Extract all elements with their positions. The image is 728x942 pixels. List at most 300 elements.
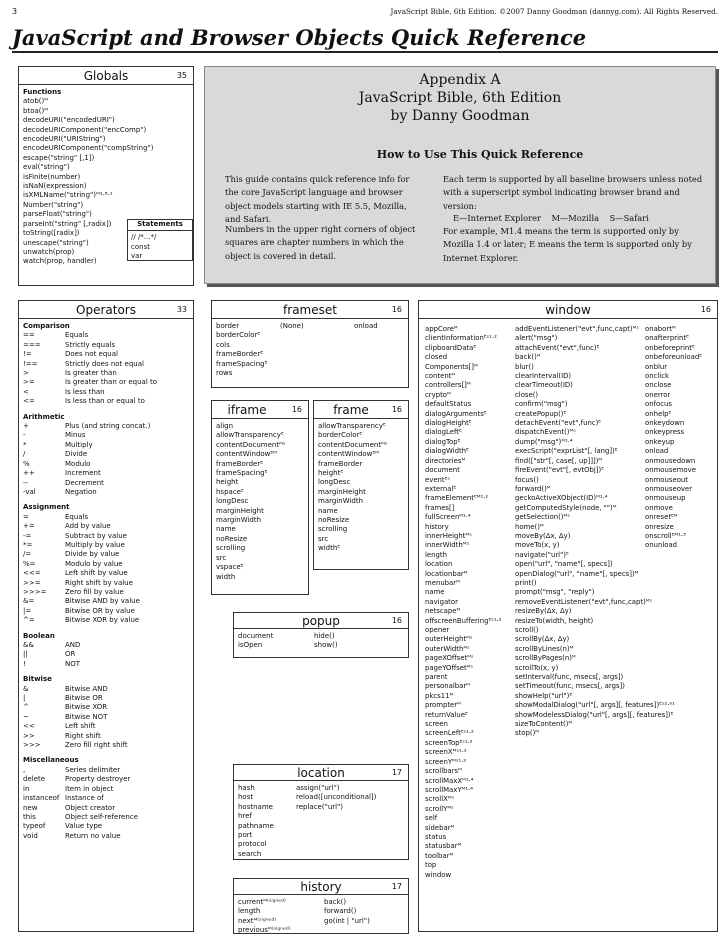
history-property: previousᴹ⁽ˢⁱᵍⁿᵉᵈ⁾ (238, 926, 291, 935)
history-box (233, 878, 409, 934)
frameset-box (211, 300, 409, 388)
window-property: scrollMaxYᴹ¹·⁴ (425, 785, 474, 794)
statement-item: var (131, 252, 143, 261)
window-property: top (425, 861, 437, 870)
window-method: prompt("msg", "reply") (515, 588, 595, 597)
window-method: setInterval(func, msecs[, args]) (515, 673, 624, 682)
operator-row (23, 488, 189, 497)
operator-row (23, 741, 189, 750)
global-function: isNaN(expression) (23, 182, 87, 191)
window-property: self (425, 814, 438, 823)
operator-symbol: typeof (23, 822, 46, 831)
operator-description: Is less than (65, 387, 105, 396)
window-property: screenLeftᴱˢ¹·² (425, 729, 474, 738)
operator-description: Negation (65, 487, 97, 496)
operator-description: Divide by value (65, 550, 120, 559)
operator-symbol: < (23, 387, 29, 396)
window-property: innerHeightᴹˢ (425, 531, 472, 540)
global-function: parseInt("string" [,radix]) (23, 219, 112, 228)
window-property: dialogLeftᴱ (425, 428, 462, 437)
operator-description: Modulo (65, 459, 91, 468)
global-function: escape("string" [,1]) (23, 153, 95, 162)
location-property: hash (238, 784, 255, 792)
window-method: detachEvent("evt",func)ᴱ (515, 419, 602, 428)
window-events (645, 325, 702, 551)
operator-row (23, 560, 189, 569)
frameset-property: border (216, 322, 240, 330)
operator-row (23, 813, 189, 822)
window-property: screenXᴹˢ¹·² (425, 748, 467, 757)
operators-box (18, 300, 194, 932)
window-property: toolbarᴹ (425, 851, 454, 860)
window-property: dialogArgumentsᴱ (425, 409, 487, 418)
operator-row (23, 766, 189, 775)
window-method: execScript("exprList"[, lang])ᴱ (515, 447, 618, 456)
operator-symbol: %= (23, 559, 36, 568)
operator-row (23, 513, 189, 522)
iframe-property: align (216, 422, 234, 430)
operator-description: Does not equal (65, 350, 118, 359)
popup-box (233, 612, 409, 658)
globals-header (19, 67, 193, 85)
location-method: reload([unconditional]) (296, 793, 377, 802)
window-event: onresize (645, 522, 674, 531)
iframe-property: src (216, 553, 227, 562)
operator-description: OR (65, 650, 76, 659)
operator-description: Right shift (65, 731, 101, 740)
operator-section-heading: Bitwise (23, 675, 52, 684)
operator-symbol: / (23, 450, 26, 459)
operator-description: Left shift (65, 722, 96, 731)
window-property: window (425, 870, 452, 879)
page-number: 3 (12, 7, 18, 16)
operator-description: Increment (65, 469, 101, 478)
operator-description: Add by value (65, 522, 111, 531)
window-event: onbeforeprintᴱ (645, 343, 695, 352)
window-property: pageXOffsetᴹˢ (425, 654, 474, 663)
operator-description: Property destroyer (65, 775, 131, 784)
window-property: clipboardDataᴱ (425, 343, 477, 352)
operator-row (23, 607, 189, 616)
operator-row (23, 360, 189, 369)
operator-symbol: >>> (23, 741, 41, 750)
frame-property: widthᴱ (318, 544, 341, 553)
location-property: hostname (238, 802, 273, 811)
intro-paragraph: This guide contains quick reference info for the core JavaScript language and browser object models starting with IE 5.5, Mozilla, and Safari. (225, 174, 410, 224)
window-property: locationbarᴹ (425, 569, 468, 578)
global-function: decodeURI("encodedURI") (23, 116, 115, 125)
window-method: blur() (515, 362, 534, 371)
window-method: moveTo(x, y) (515, 541, 560, 550)
operator-symbol: ^= (23, 616, 35, 625)
window-method: moveBy(Δx, Δy) (515, 531, 571, 540)
window-method: resizeBy(Δx, Δy) (515, 607, 572, 616)
frameset-events (354, 322, 378, 331)
location-box (233, 764, 409, 860)
how-to-use-heading: How to Use This Quick Reference (376, 148, 584, 161)
operators-chapter-number: 33 (176, 305, 187, 314)
window-method: print() (515, 578, 537, 587)
window-property: scrollMaxXᴹ¹·⁴ (425, 776, 474, 785)
globals-chapter-number: 35 (176, 71, 187, 80)
history-properties (238, 898, 324, 936)
window-property: Components[]ᴹ (425, 362, 478, 371)
operator-description: Is greater than (65, 369, 117, 378)
statements-title: Statements (128, 220, 192, 231)
operator-row (23, 369, 189, 378)
operator-description: Instance of (65, 794, 104, 803)
location-header (234, 765, 408, 781)
frame-property: marginWidth (318, 497, 364, 506)
window-event: onafterprintᴱ (645, 334, 689, 343)
popup-methods (314, 632, 338, 651)
operator-symbol: -- (23, 478, 29, 487)
location-title: location (297, 766, 345, 780)
frame-title: frame (333, 403, 369, 417)
operator-section-heading: Assignment (23, 503, 70, 512)
window-method: scrollTo(x, y) (515, 663, 559, 672)
global-function: toString([radix]) (23, 229, 80, 238)
window-property: outerWidthᴹˢ (425, 644, 470, 653)
operator-section-heading: Arithmetic (23, 412, 65, 421)
operator-symbol: - (23, 431, 26, 440)
window-method: showHelp("url")ᴱ (515, 691, 573, 700)
operator-symbol: >>= (23, 578, 41, 587)
window-method: getSelection()ᴹˢ (515, 513, 570, 522)
operator-row (23, 775, 189, 784)
operator-symbol: += (23, 522, 35, 531)
window-property: screen (425, 720, 448, 729)
operator-symbol: ~ (23, 712, 29, 721)
operator-row (23, 597, 189, 606)
location-property: href (238, 812, 252, 821)
frameset-chapter-number: 16 (391, 305, 402, 314)
window-property: personalbarᴹ (425, 682, 470, 691)
location-method: assign("url") (296, 784, 340, 792)
operator-row (23, 541, 189, 550)
title-rule (12, 51, 718, 53)
operator-row (23, 694, 189, 703)
window-method: clearInterval(ID) (515, 372, 572, 381)
operator-description: Divide (65, 450, 88, 459)
location-property: search (238, 849, 262, 858)
operator-description: Decrement (65, 478, 104, 487)
operator-row (23, 441, 189, 450)
operator-row (23, 569, 189, 578)
frame-property: marginHeight (318, 487, 366, 496)
operator-description: Bitwise NOT (65, 712, 108, 721)
iframe-property: frameSpacingᴱ (216, 469, 268, 478)
operator-row (23, 722, 189, 731)
operator-symbol: , (23, 765, 26, 774)
operator-row (23, 579, 189, 588)
operator-row (23, 713, 189, 722)
iframe-chapter-number: 16 (291, 405, 302, 414)
operator-description: Multiply by value (65, 540, 125, 549)
operator-row (23, 822, 189, 831)
frame-box (313, 400, 409, 570)
location-property: protocol (238, 840, 267, 849)
operator-description: Bitwise OR by value (65, 606, 135, 615)
location-property: host (238, 793, 254, 802)
window-method: showModalDialog("url"[, args][, features])ᴱˢ²·⁰¹ (515, 701, 675, 710)
operator-row (23, 650, 189, 659)
history-property: currentᴹ⁽ˢⁱᵍⁿᵉᵈ⁾ (238, 898, 286, 906)
statement-item: const (131, 242, 150, 251)
window-method: focus() (515, 475, 539, 484)
window-property: clientInformationᴱˢ¹·² (425, 334, 497, 343)
window-method: back()ᴹ (515, 353, 541, 362)
popup-header (234, 613, 408, 629)
window-property: frameElementᴱᴹ¹·² (425, 494, 489, 503)
operator-description: Item in object (65, 784, 114, 793)
operator-symbol: == (23, 331, 35, 340)
frameset-method: (None) (280, 322, 304, 330)
operator-row (23, 341, 189, 350)
global-function: parseFloat("string") (23, 210, 92, 219)
iframe-property: scrolling (216, 544, 246, 553)
window-event: onkeyup (645, 437, 675, 446)
window-property: scrollYᴹˢ (425, 804, 454, 813)
global-function: btoa()ᴹ (23, 106, 49, 115)
operator-symbol: in (23, 784, 30, 793)
window-method: dump("msg")ᴹ¹·⁴ (515, 437, 573, 446)
window-property: scrollbarsᴹ (425, 767, 462, 776)
operators-header (19, 301, 193, 319)
frame-property: heightᴱ (318, 469, 344, 478)
operator-description: Minus (65, 431, 86, 440)
window-header (419, 301, 717, 319)
window-property: outerHeightᴹˢ (425, 635, 473, 644)
iframe-property: width (216, 572, 236, 581)
operator-description: Strictly equals (65, 340, 115, 349)
window-property: frames[] (425, 503, 455, 512)
operator-description: Plus (and string concat.) (65, 422, 151, 431)
window-property: length (425, 550, 447, 559)
operator-symbol: & (23, 684, 29, 693)
window-property: name (425, 588, 445, 597)
window-event: onbeforeunloadᴱ (645, 353, 702, 362)
history-property: length (238, 907, 261, 916)
operator-row (23, 350, 189, 359)
window-property: scrollXᴹˢ (425, 795, 455, 804)
window-property: pageYOffsetᴹˢ (425, 663, 474, 672)
global-function: watch(prop, handler) (23, 257, 97, 266)
global-function: eval("string") (23, 163, 70, 172)
iframe-property: contentDocumentᴹˢ (216, 440, 286, 449)
operator-description: Multiply (65, 440, 93, 449)
window-property: status (425, 832, 447, 841)
operator-row (23, 331, 189, 340)
window-event: onclose (645, 381, 672, 390)
window-event: onerror (645, 390, 671, 399)
operator-row (23, 522, 189, 531)
frame-property: scrolling (318, 525, 348, 534)
operator-symbol: -= (23, 531, 32, 540)
operator-description: Zero fill right shift (65, 741, 128, 750)
window-method: sizeToContent()ᴹ (515, 720, 573, 729)
operator-description: Bitwise XOR (65, 703, 108, 712)
operator-description: Is less than or equal to (65, 397, 145, 406)
global-function: isFinite(number) (23, 172, 81, 181)
window-method: clearTimeout(ID) (515, 381, 573, 390)
window-property: dialogHeightᴱ (425, 419, 472, 428)
browser-legend: E—Internet Explorer M—Mozilla S—Safari (453, 213, 649, 223)
window-box (418, 300, 718, 932)
globals-box (18, 66, 194, 286)
frameset-property: cols (216, 340, 230, 349)
location-properties (238, 784, 296, 859)
window-method: showModelessDialog("url"[, args][, features])ᴱ (515, 710, 674, 719)
operator-description: AND (65, 641, 81, 649)
operator-symbol: void (23, 831, 38, 840)
operator-row (23, 450, 189, 459)
operator-description: Bitwise OR (65, 694, 103, 703)
operator-description: Right shift by value (65, 578, 133, 587)
location-chapter-number: 17 (391, 768, 402, 777)
operator-description: Bitwise AND (65, 684, 108, 693)
window-property: eventᴱˢ (425, 475, 450, 484)
operator-description: Series delimiter (65, 765, 121, 774)
iframe-property: marginWidth (216, 516, 262, 525)
operator-description: Subtract by value (65, 531, 127, 540)
window-method: scroll() (515, 626, 539, 634)
operator-row (23, 378, 189, 387)
frameset-property: frameBorderᴱ (216, 350, 264, 359)
window-property: location (425, 560, 453, 569)
frameset-property: borderColorᴱ (216, 331, 261, 340)
frameset-title: frameset (283, 303, 337, 317)
window-method: scrollBy(Δx, Δy) (515, 635, 570, 644)
statements-list (131, 233, 189, 261)
window-event: onmousedown (645, 456, 696, 465)
operator-symbol: ^ (23, 703, 29, 712)
history-header (234, 879, 408, 895)
appendix-book-title: JavaScript Bible, 6th Edition (358, 90, 562, 106)
operator-description: NOT (65, 659, 81, 668)
window-property: sidebarᴹ (425, 823, 455, 832)
operator-description: Object creator (65, 803, 116, 812)
iframe-property: marginHeight (216, 506, 264, 515)
window-title: window (545, 303, 591, 317)
window-event: onclick (645, 372, 669, 381)
global-function: encodeURIComponent("compString") (23, 144, 154, 153)
chapter-number-paragraph: Numbers in the upper right corners of object squares are chapter numbers in which the object is covered in detail. (225, 224, 416, 261)
window-method: close() (515, 390, 539, 399)
window-method: alert("msg") (515, 334, 558, 343)
window-property: directoriesᴹ (425, 456, 466, 465)
operator-row (23, 732, 189, 741)
global-function: decodeURIComponent("encComp") (23, 125, 147, 134)
iframe-properties (212, 419, 308, 585)
iframe-property: hspaceᴱ (216, 487, 244, 496)
window-event: onkeypress (645, 428, 685, 437)
example-paragraph: For example, M1.4 means the term is supported only by Mozilla 1.4 or later; E means the term is supported only by Internet Explorer. (443, 226, 692, 263)
operator-symbol: &= (23, 597, 35, 606)
operator-symbol: != (23, 350, 32, 359)
frameset-methods (280, 322, 354, 331)
window-method: find(["str"[, case[, up]]])ᴹ (515, 456, 603, 465)
window-method: scrollByLines(n)ᴹ (515, 644, 574, 653)
operator-description: Return no value (65, 831, 121, 840)
window-property: controllers[]ᴹ (425, 381, 471, 390)
operator-description: Equals (65, 331, 89, 340)
operator-symbol: |= (23, 606, 32, 615)
location-method: replace("url") (296, 802, 344, 811)
history-methods (324, 898, 370, 926)
iframe-property: frameBorderᴱ (216, 459, 264, 468)
appendix-heading: Appendix A (419, 72, 501, 88)
frame-header (314, 401, 408, 419)
window-property: defaultStatus (425, 400, 472, 409)
window-method: getComputedStyle(node, "")ᴹ (515, 503, 617, 512)
operator-symbol: % (23, 459, 30, 468)
window-event: onscrollᴱᴹ¹·³ (645, 531, 686, 540)
support-paragraph: Each term is supported by all baseline browsers unless noted with a superscript symbol indicating browser brand and version: (443, 174, 703, 211)
operator-symbol: ! (23, 659, 26, 668)
frame-property: contentDocumentᴹˢ (318, 440, 388, 449)
window-property: netscapeᴹ (425, 607, 461, 616)
operator-row (23, 785, 189, 794)
window-event: onfocus (645, 400, 672, 409)
operator-description: Bitwise XOR by value (65, 616, 140, 625)
frameset-header (212, 301, 408, 319)
statement-item: // /*...*/ (131, 233, 157, 242)
operator-symbol: new (23, 803, 38, 812)
window-property: document (425, 466, 460, 475)
window-property: screenTopᴱˢ¹·² (425, 738, 473, 747)
operator-description: Object self-reference (65, 812, 138, 821)
operator-symbol: === (23, 340, 41, 349)
frame-property: name (318, 506, 338, 515)
operator-row (23, 588, 189, 597)
operator-section-heading: Boolean (23, 631, 55, 640)
window-method: scrollByPages(n)ᴹ (515, 654, 576, 663)
operator-row (23, 431, 189, 440)
frame-properties (314, 419, 408, 557)
frameset-property: frameSpacingᴱ (216, 359, 268, 368)
iframe-property: allowTransparencyᴱ (216, 431, 284, 440)
window-property: parent (425, 673, 448, 682)
operator-description: Is greater than or equal to (65, 378, 158, 387)
window-property: menubarᴹ (425, 578, 460, 587)
operator-section-heading: Miscellaneous (23, 756, 79, 765)
operator-row (23, 832, 189, 841)
operator-symbol: !== (23, 359, 38, 368)
global-function: unescape("string") (23, 238, 89, 247)
window-event: onresetᴱᴹ (645, 513, 678, 522)
window-method: addEventListener("evt",func,capt)ᴹˢ (515, 325, 639, 333)
operator-symbol: | (23, 694, 26, 703)
popup-method: show() (314, 641, 338, 650)
window-property: contentᴹ (425, 372, 456, 381)
iframe-property: height (216, 478, 239, 487)
operator-row (23, 703, 189, 712)
window-method: removeEventListener("evt",func,capt)ᴹˢ (515, 597, 653, 606)
iframe-property: vspaceᴱ (216, 563, 244, 572)
frame-property: longDesc (318, 478, 351, 487)
operator-row (23, 388, 189, 397)
popup-chapter-number: 16 (391, 616, 402, 625)
window-event: onmousemove (645, 466, 696, 475)
popup-property: isOpen (238, 641, 263, 650)
window-property: opener (425, 626, 450, 634)
window-property: navigator (425, 597, 458, 606)
operator-symbol: || (23, 650, 28, 659)
copyright-note: JavaScript Bible, 6th Edition. ©2007 Danny Goodman (dannyg.com). All Rights Reserved. (390, 7, 718, 16)
iframe-property: contentWindowᴱᴹ (216, 450, 277, 459)
operator-description: Strictly does not equal (65, 359, 144, 368)
